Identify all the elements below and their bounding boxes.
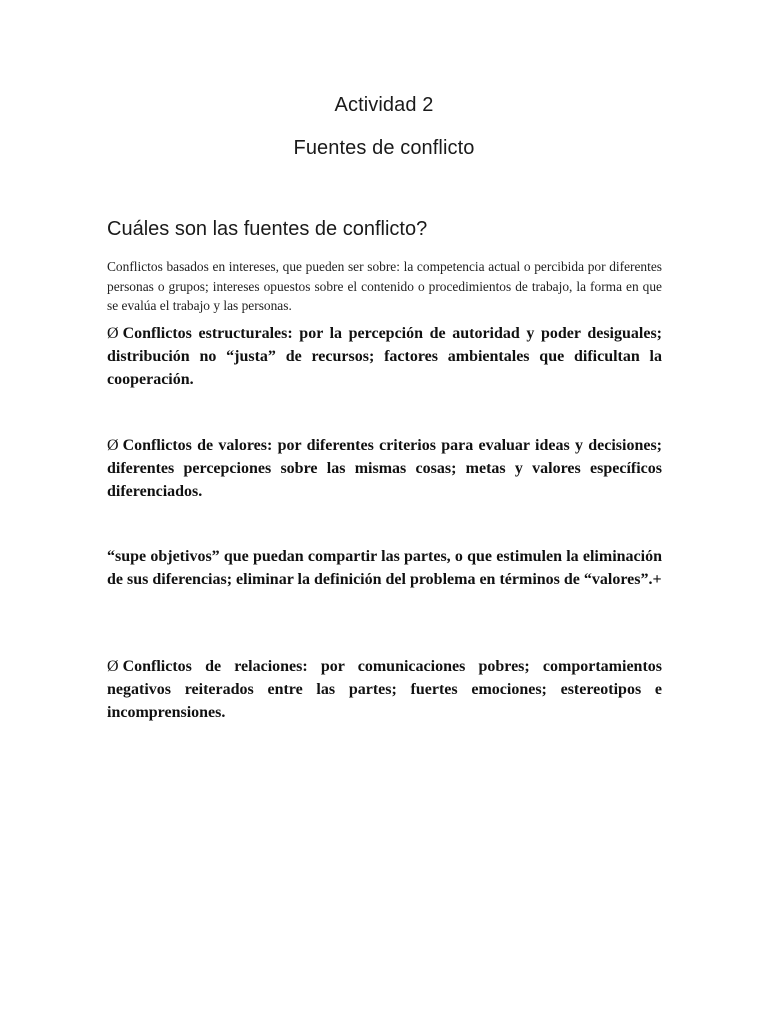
- bullet-symbol: Ø: [107, 658, 119, 675]
- paragraph-relationship-conflicts: [107, 655, 662, 724]
- bullet-symbol: Ø: [107, 437, 119, 454]
- section-heading: Cuáles son las fuentes de conflicto?: [107, 218, 428, 240]
- paragraph-text: Conflictos estructurales: por la percepción de autoridad y poder desiguales; distribución no “justa” de recursos; factores ambientales que dificultan la cooperación.: [107, 325, 662, 388]
- paragraph-super-objectives: [107, 545, 662, 591]
- paragraph-structural-conflicts: [107, 322, 662, 391]
- paragraph-value-conflicts: [107, 434, 662, 503]
- paragraph-text: Conflictos de relaciones: por comunicaciones pobres; comportamientos negativos reiterados entre las partes; fuertes emociones; estereotipos e incomprensiones.: [107, 658, 662, 721]
- document-title: Actividad 2: [334, 94, 434, 116]
- paragraph-text: Conflictos de valores: por diferentes criterios para evaluar ideas y decisiones; diferentes percepciones sobre las mismas cosas; metas y valores específicos diferenciados.: [107, 437, 662, 500]
- document-subtitle: Fuentes de conflicto: [293, 137, 475, 159]
- intro-paragraph: Conflictos basados en intereses, que pueden ser sobre: la competencia actual o percibida por diferentes personas o grupos; intereses opuestos sobre el contenido o procedimientos de trabajo, la forma en que se evalúa el trabajo y las personas.: [107, 259, 662, 313]
- paragraph-text: “supe objetivos” que puedan compartir las partes, o que estimulen la eliminación de sus diferencias; eliminar la definición del problema en términos de “valores”.+: [107, 548, 662, 588]
- bullet-symbol: Ø: [107, 325, 119, 342]
